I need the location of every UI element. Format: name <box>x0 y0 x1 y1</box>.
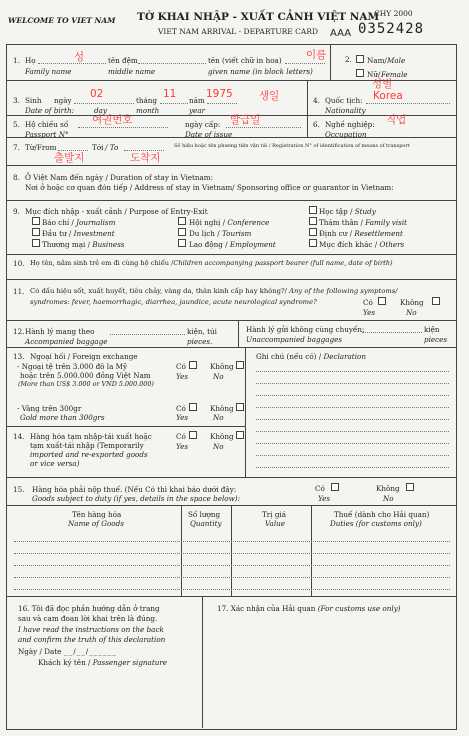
field13-number: 13. <box>13 352 25 361</box>
divider <box>231 505 232 596</box>
dutiable-yes-en: Yes <box>318 494 331 503</box>
col-duties-en: Duties (for customs only) <box>330 519 422 528</box>
purpose-employment: Lao động / Employment <box>189 240 276 249</box>
symptoms-yes-en: Yes <box>363 308 376 317</box>
cash-no-en: No <box>213 372 224 381</box>
baggage-en: Accompanied baggage <box>25 337 108 346</box>
field14-number: 14. <box>13 432 25 441</box>
col-duties-vi: Thuế (dành cho Hải quan) <box>334 510 430 519</box>
dutiable-yes-checkbox[interactable] <box>331 483 339 491</box>
handwritten-family-name: 성 <box>74 51 85 63</box>
field11-number: 11. <box>13 287 25 296</box>
declaration-line-9[interactable] <box>256 467 449 468</box>
goods-row-1[interactable] <box>14 541 450 542</box>
purpose-journalism-checkbox[interactable] <box>32 217 40 225</box>
purpose-study-vi: Học tập / <box>319 207 353 216</box>
gold-yes-checkbox[interactable] <box>189 403 197 411</box>
divider <box>6 279 456 280</box>
field1-number: 1. <box>13 56 20 65</box>
purpose-investment: Đầu tư / Investment <box>42 229 115 238</box>
baggage-pieces-en: pieces. <box>187 337 213 346</box>
declaration-line-4[interactable] <box>256 407 449 408</box>
goods-row-5[interactable] <box>14 589 450 590</box>
declaration-line-3[interactable] <box>256 395 449 396</box>
temp-goods-yes-en: Yes <box>176 442 189 451</box>
occupation-label: Nghề nghiệp: <box>325 120 375 129</box>
divider <box>245 347 246 477</box>
purpose-family-visit: Thăm thân / Family visit <box>319 218 408 227</box>
dutiable-no-checkbox[interactable] <box>406 483 414 491</box>
temp-goods-yes-label: Có <box>176 432 186 441</box>
divider <box>6 80 456 81</box>
birth-month-label: tháng <box>136 96 158 105</box>
purpose-others: Mục đích khác / Others <box>319 240 405 249</box>
cash-no-label: Không <box>210 362 234 371</box>
male-en: Male <box>387 56 406 65</box>
handwritten-occupation: 직업 <box>386 114 407 126</box>
field8-number: 8. <box>13 173 20 182</box>
handwritten-passport: 여권번호 <box>92 114 133 126</box>
field3-number: 3. <box>13 96 20 105</box>
handwritten-birth-day: 02 <box>90 88 104 100</box>
purpose-resettlement-checkbox[interactable] <box>309 228 317 236</box>
dutiable-goods-en: Goods subject to duty (if yes, details in the space below): <box>32 494 241 503</box>
foreign-exchange-heading: Ngoại hối / Foreign exchange <box>30 352 138 361</box>
birth-day-label: ngày <box>54 96 72 105</box>
temp-goods-line2: tạm xuất-tái nhập (Temporarily <box>30 441 144 450</box>
divider <box>330 44 331 80</box>
declaration-line-7[interactable] <box>256 443 449 444</box>
customs-confirmation-label: 17. Xác nhận của Hải quan (For customs use only) <box>217 604 401 613</box>
symptoms-yes-label: Có <box>363 298 373 307</box>
divider <box>181 505 182 596</box>
declaration-label: Ghi chú (nếu có) / Declaration <box>256 352 366 361</box>
divider <box>311 505 312 596</box>
stay-address-label: Nơi ở hoặc cơ quan đón tiếp / Address of stay in Vietnam/ Sponsoring office or guarantor in Vietnam: <box>25 183 394 192</box>
handwritten-nationality: Korea <box>373 90 403 102</box>
gold-no-checkbox[interactable] <box>236 403 244 411</box>
from-label: Từ/From <box>25 143 57 152</box>
family-name-en: Family name <box>25 67 72 76</box>
birth-year-label: năm <box>189 96 205 105</box>
field12-number: 12. <box>13 327 25 336</box>
gold-no-en: No <box>213 413 224 422</box>
divider <box>307 80 308 137</box>
temp-goods-line3: imported and re-exported goods <box>30 450 148 459</box>
purpose-employment-checkbox[interactable] <box>178 239 186 247</box>
col-quantity-vi: Số lượng <box>188 510 221 519</box>
field6-number: 6. <box>313 120 320 129</box>
handwritten-birth-year: 1975 <box>206 88 233 100</box>
temp-goods-yes-checkbox[interactable] <box>189 431 197 439</box>
issue-date-en: Date of issue <box>185 130 233 139</box>
purpose-family-visit-checkbox[interactable] <box>309 217 317 225</box>
children-label: Họ tên, năm sinh trẻ em đi cùng hộ chiếu /Children accompanying passport bearer (full name, date of birth) <box>30 259 393 267</box>
gold-en: Gold more than 300grs <box>20 413 105 422</box>
temp-goods-no-checkbox[interactable] <box>236 431 244 439</box>
serial-number: 0352428 <box>358 21 425 37</box>
symptoms-no-en: No <box>406 308 417 317</box>
month-en: month <box>136 106 160 115</box>
nationality-en: Nationality <box>325 106 366 115</box>
cash-label-line2: hoặc trên 5.000.000 đồng Việt Nam <box>20 371 151 380</box>
baggage-line[interactable] <box>110 334 185 335</box>
symptoms-label-line2: syndromes: fever, haemorrhagic, diarrhea, jaundice, acute neurological syndrome? <box>30 298 317 306</box>
form-title-vi: TỜ KHAI NHẬP - XUẤT CẢNH VIỆT NAM <box>137 11 380 23</box>
divider <box>6 320 456 321</box>
certification-line3: I have read the instructions on the back <box>18 625 164 634</box>
cash-label-line1: - Ngoại tệ trên 3.000 đô la Mỹ <box>17 362 128 371</box>
cash-yes-label: Có <box>176 362 186 371</box>
nationality-label: Quốc tịch: <box>325 96 363 105</box>
col-quantity-en: Quantity <box>190 519 222 528</box>
col-value-vi: Trị giá <box>262 510 286 519</box>
date-label: Ngày / Date <box>18 647 62 656</box>
cash-no-checkbox[interactable] <box>236 361 244 369</box>
col-goods-en: Name of Goods <box>68 519 124 528</box>
declaration-line-6[interactable] <box>256 431 449 432</box>
temp-goods-no-label: Không <box>210 432 234 441</box>
purpose-conference-checkbox[interactable] <box>178 217 186 225</box>
middle-name-label: tên đệm <box>108 56 138 65</box>
birth-day-line[interactable] <box>74 103 134 104</box>
field15-number: 15. <box>13 485 25 494</box>
handwritten-to: 도착지 <box>130 152 161 164</box>
goods-row-2[interactable] <box>14 553 450 554</box>
purpose-tourism-checkbox[interactable] <box>178 228 186 236</box>
temp-goods-line4: or vice versa) <box>30 459 80 468</box>
gold-label: - Vàng trên 300gr <box>17 404 82 413</box>
female-en: Female <box>381 70 408 79</box>
occupation-en: Occupation <box>325 130 367 139</box>
cash-yes-checkbox[interactable] <box>189 361 197 369</box>
certification-line1: 16. Tôi đã đọc phần hướng dẫn ở trang <box>18 604 160 613</box>
handwritten-sex: 성별 <box>372 78 393 90</box>
purpose-conference: Hội nghị / Conference <box>189 218 270 227</box>
dutiable-no-label: Không <box>376 484 400 493</box>
declaration-line-2[interactable] <box>256 383 449 384</box>
divider <box>6 596 456 597</box>
divider <box>6 477 456 478</box>
certification-line2: sau và cam đoan lời khai trên là đúng. <box>18 614 158 623</box>
handwritten-issue-date: 발급일 <box>230 114 261 126</box>
to-label-vi: Tới <box>92 143 104 152</box>
family-name-line[interactable] <box>38 63 106 64</box>
issue-date-label: ngày cấp: <box>185 120 221 129</box>
handwritten-birthday-note: 생일 <box>259 90 280 102</box>
welcome-text: WELCOME TO VIET NAM <box>8 16 116 25</box>
purpose-journalism: Báo chí / Journalism <box>42 218 116 227</box>
serial-prefix: AAA <box>330 28 352 39</box>
given-name-label: tên (viết chữ in hoa) <box>208 56 282 65</box>
purpose-others-checkbox[interactable] <box>309 239 317 247</box>
handwritten-birth-month: 11 <box>163 88 177 100</box>
stay-duration-label: Ở Việt Nam đến ngày / Duration of stay in Vietnam: <box>25 173 214 182</box>
birth-year-line[interactable] <box>207 103 237 104</box>
divider <box>6 165 456 166</box>
purpose-tourism: Du lịch / Tourism <box>189 229 252 238</box>
purpose-business-checkbox[interactable] <box>32 239 40 247</box>
handwritten-from: 출발지 <box>54 152 85 164</box>
certification-line4: and confirm the truth of this declaration <box>18 635 166 644</box>
col-value-en: Value <box>265 519 285 528</box>
symptoms-no-label: Không <box>400 298 424 307</box>
passport-line[interactable] <box>78 127 168 128</box>
given-name-en: given name (in block letters) <box>208 67 313 76</box>
nationality-line[interactable] <box>366 103 450 104</box>
unaccompanied-pieces-label: kiện <box>424 325 440 334</box>
birth-label: Sinh <box>25 96 42 105</box>
dutiable-no-en: No <box>383 494 394 503</box>
given-name-line[interactable] <box>285 63 325 64</box>
male-label: Nam/ <box>367 56 387 65</box>
gold-yes-en: Yes <box>176 413 189 422</box>
middle-name-en: middle name <box>108 67 156 76</box>
unaccompanied-line[interactable] <box>362 332 422 333</box>
purpose-heading: Mục đích nhập - xuất cảnh / Purpose of Entry-Exit <box>25 207 208 216</box>
declaration-line-8[interactable] <box>256 455 449 456</box>
baggage-label: Hành lý mang theo <box>25 327 95 336</box>
symptoms-no-checkbox[interactable] <box>432 297 440 305</box>
form-title-en: VIET NAM ARRIVAL - DEPARTURE CARD <box>158 27 318 36</box>
to-label-en: / To <box>105 143 119 152</box>
field9-number: 9. <box>13 207 20 216</box>
issue-date-line[interactable] <box>226 127 301 128</box>
unaccompanied-en: Unaccompanied baggages <box>246 335 343 344</box>
goods-row-4[interactable] <box>14 577 450 578</box>
field2-number: 2. <box>345 55 352 64</box>
field10-number: 10. <box>13 259 25 268</box>
cash-yes-en: Yes <box>176 372 189 381</box>
unaccompanied-label: Hành lý gửi không cùng chuyến: <box>246 325 365 334</box>
symptoms-label: Có dấu hiệu sốt, xuất huyết, tiêu chảy, vàng da, thân kinh cấp hay không?/ Any of the following symptoms/ <box>30 287 398 295</box>
day-en: day <box>94 106 107 115</box>
temp-goods-line1: Hàng hóa tạm nhập-tái xuất hoặc <box>30 432 152 441</box>
dob-en: Date of birth: <box>25 106 75 115</box>
col-goods-vi: Tên hàng hóa <box>72 510 122 519</box>
divider <box>6 254 456 255</box>
year-en: year <box>189 106 206 115</box>
symptoms-yes-checkbox[interactable] <box>378 297 386 305</box>
dutiable-goods-label: Hàng hóa phải nộp thuế. (Nếu Có thì khai báo dưới đây: <box>32 485 237 494</box>
declaration-line-5[interactable] <box>256 419 449 420</box>
family-name-label: Họ <box>25 56 36 65</box>
declaration-line-1[interactable] <box>256 371 449 372</box>
unaccompanied-pieces-en: pieces <box>424 335 448 344</box>
birth-month-line[interactable] <box>160 103 188 104</box>
female-checkbox[interactable] <box>356 69 364 77</box>
field7-number: 7. <box>13 143 20 152</box>
handwritten-given-name: 이름 <box>306 49 327 61</box>
divider <box>6 200 456 201</box>
divider <box>202 596 203 728</box>
purpose-investment-checkbox[interactable] <box>32 228 40 236</box>
purpose-business: Thương mại / Business <box>42 240 125 249</box>
transport-registration-label: Số hiệu hoặc tên phương tiện vận tải / Registration N° of identification of means of transport <box>174 143 410 149</box>
temp-goods-no-en: No <box>213 442 224 451</box>
male-checkbox[interactable] <box>356 55 364 63</box>
field4-number: 4. <box>313 96 320 105</box>
divider <box>6 347 456 348</box>
divider <box>6 137 456 138</box>
field5-number: 5. <box>13 120 20 129</box>
goods-row-3[interactable] <box>14 565 450 566</box>
date-field[interactable]: __/__/______ <box>64 647 117 656</box>
purpose-resettlement: Định cư / Resettlement <box>319 229 403 238</box>
female-label: Nữ/ <box>367 70 381 79</box>
passport-en: Passport N° <box>25 130 69 139</box>
form-code: CHY 2000 <box>374 9 413 18</box>
gold-no-label: Không <box>210 404 234 413</box>
divider <box>6 426 245 427</box>
cash-label-line3: (More than US$ 3.000 or VND 5.000.000) <box>18 380 154 388</box>
divider <box>238 320 239 347</box>
signature-label: Khách ký tên / Passenger signature <box>38 658 168 667</box>
purpose-study <box>319 207 376 216</box>
purpose-study-checkbox[interactable] <box>309 206 317 214</box>
baggage-pieces-label: kiện, túi <box>187 327 217 336</box>
purpose-study-en: Study <box>354 207 376 216</box>
dutiable-yes-label: Có <box>315 484 325 493</box>
middle-name-line[interactable] <box>138 63 206 64</box>
gold-yes-label: Có <box>176 404 186 413</box>
passport-label: Hộ chiếu số <box>25 120 69 129</box>
